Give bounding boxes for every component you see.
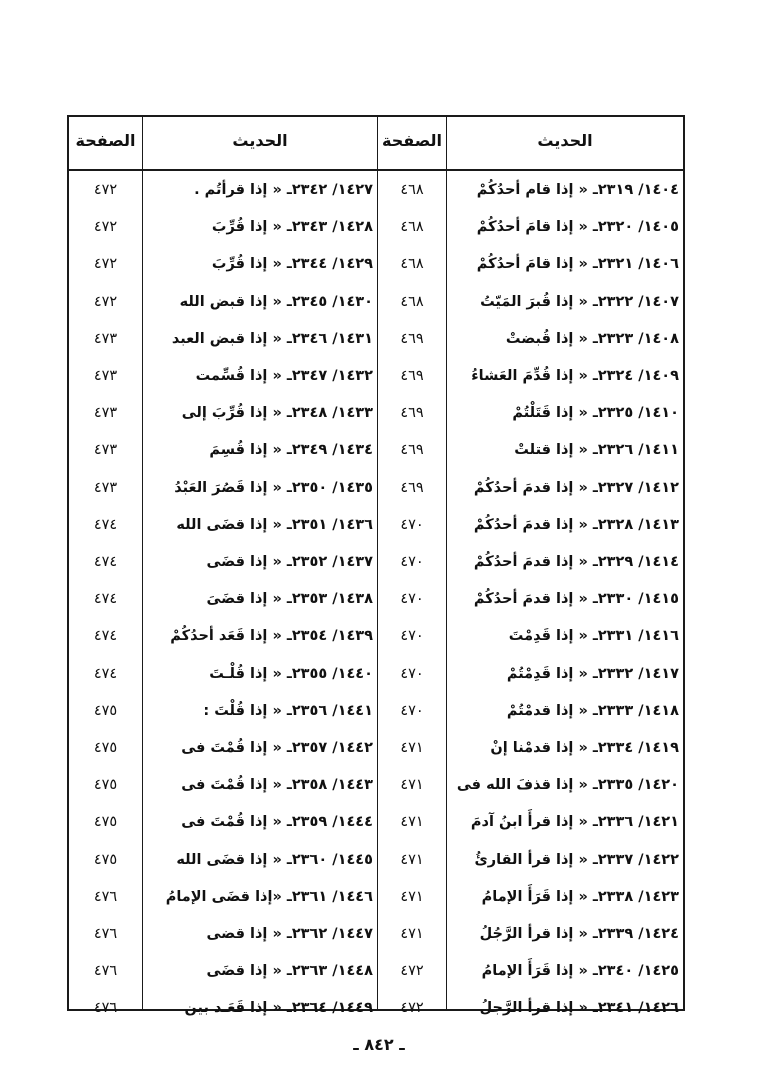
left-hadith-cell: ١٤٣٥/ ٢٣٥٠ـ « إذا قَصُرَ العَبْدُ xyxy=(174,479,373,496)
right-page-cell: ٤٧١ xyxy=(400,777,424,794)
table-row xyxy=(69,172,683,209)
right-hadith-cell: ١٤٠٥/ ٢٣٢٠ـ « إذا قامَ أحدُكُمْ xyxy=(476,219,679,236)
header-left-hadith: الحديث xyxy=(232,131,288,150)
left-hadith-cell: ١٤٤٦/ ٢٣٦١ـ «إذا قضَى الإمامُ xyxy=(165,888,373,905)
right-page-cell: ٤٧٢ xyxy=(400,1000,424,1017)
right-page-cell: ٤٧٢ xyxy=(400,963,424,980)
left-page-cell: ٤٧٦ xyxy=(93,888,118,905)
table-row xyxy=(69,879,683,916)
right-hadith-cell: ١٤٢٥/ ٢٣٤٠ـ « إذا قَرَأَ الإمامُ xyxy=(481,963,679,980)
left-hadith-cell: ١٤٣٠/ ٢٣٤٥ـ « إذا قبض الله xyxy=(179,293,373,310)
table-row xyxy=(69,470,683,507)
left-page-cell: ٤٧٥ xyxy=(93,851,118,868)
left-page-cell: ٤٧٥ xyxy=(93,814,118,831)
left-hadith-cell: ١٤٤٨/ ٢٣٦٣ـ « إذا قضَى xyxy=(206,963,373,980)
right-hadith-cell: ١٤٢٣/ ٢٣٣٨ـ « إذا قَرَأَ الإمامُ xyxy=(481,888,679,905)
table-row xyxy=(69,581,683,618)
header-right-page: الصفحة xyxy=(381,131,442,150)
left-page-cell: ٤٧٤ xyxy=(93,591,118,608)
table-row xyxy=(69,507,683,544)
right-page-cell: ٤٧١ xyxy=(400,888,424,905)
right-page-cell: ٤٧٠ xyxy=(400,665,424,682)
left-page-cell: ٤٧٤ xyxy=(93,516,118,533)
hadith-index-table xyxy=(67,115,685,1017)
table-row xyxy=(69,544,683,581)
left-hadith-cell: ١٤٤٧/ ٢٣٦٢ـ « إذا قضى xyxy=(206,926,373,942)
left-page-cell: ٤٧٥ xyxy=(93,777,118,794)
right-page-cell: ٤٧١ xyxy=(400,851,424,868)
left-page-cell: ٤٧٢ xyxy=(93,182,118,198)
left-page-cell: ٤٧٥ xyxy=(93,740,118,756)
right-hadith-cell: ١٤٢٠/ ٢٣٣٥ـ « إذا قذفَ الله فى xyxy=(456,777,679,794)
table-row xyxy=(69,804,683,841)
right-hadith-cell: ١٤١٦/ ٢٣٣١ـ « إذا قَدِمْتَ xyxy=(508,628,679,645)
right-hadith-cell: ١٤١٢/ ٢٣٢٧ـ « إذا قدمَ أحدُكُمْ xyxy=(473,479,679,496)
right-page-cell: ٤٦٩ xyxy=(400,442,424,459)
left-hadith-cell: ١٤٤٤/ ٢٣٥٩ـ « إذا قُمْتَ فى xyxy=(181,814,373,831)
right-page-cell: ٤٦٨ xyxy=(400,219,424,236)
right-hadith-cell: ١٤٠٦/ ٢٣٢١ـ « إذا قامَ أحدُكُمْ xyxy=(476,256,679,273)
left-hadith-cell: ١٤٣٩/ ٢٣٥٤ـ « إذا قَعَد أحدُكُمْ xyxy=(170,628,373,645)
table-row xyxy=(69,321,683,358)
table-row xyxy=(69,916,683,953)
table-row xyxy=(69,246,683,283)
table-row xyxy=(69,618,683,655)
left-hadith-cell: ١٤٣٣/ ٢٣٤٨ـ « إذا قُرِّبَ إلى xyxy=(181,405,373,422)
header-left-page: الصفحة xyxy=(75,131,136,150)
table-row xyxy=(69,953,683,990)
right-page-cell: ٤٦٩ xyxy=(400,479,424,496)
table-row xyxy=(69,395,683,432)
left-page-cell: ٤٧٦ xyxy=(93,1000,118,1017)
left-page-cell: ٤٧٣ xyxy=(93,442,118,459)
right-page-cell: ٤٦٨ xyxy=(400,293,424,310)
left-page-cell: ٤٧٢ xyxy=(93,219,118,236)
right-hadith-cell: ١٤١٠/ ٢٣٢٥ـ « إذا قَتَلْتُمْ xyxy=(512,405,679,422)
left-hadith-cell: ١٤٢٨/ ٢٣٤٣ـ « إذا قُرِّبَ xyxy=(211,219,373,236)
right-hadith-cell: ١٤٠٧/ ٢٣٢٢ـ « إذا قُبرَ المَيّتُ xyxy=(480,293,679,310)
right-hadith-cell: ١٤١٧/ ٢٣٣٢ـ « إذا قَدِمْتُمْ xyxy=(506,665,679,682)
left-page-cell: ٤٧٤ xyxy=(93,628,118,645)
table-row xyxy=(69,693,683,730)
table-row xyxy=(69,358,683,395)
right-hadith-cell: ١٤١١/ ٢٣٢٦ـ « إذا قتلتْ xyxy=(514,442,679,459)
page-number: ـ ٨٤٢ ـ xyxy=(353,1035,405,1054)
table-row xyxy=(69,842,683,879)
right-hadith-cell: ١٤٢٢/ ٢٣٣٧ـ « إذا قرأ القارئُ xyxy=(474,851,679,868)
left-hadith-cell: ١٤٣٨/ ٢٣٥٣ـ « إذا قضَىَ xyxy=(206,591,373,608)
right-hadith-cell: ١٤٠٩/ ٢٣٢٤ـ « إذا قُدِّمَ العَشاءُ xyxy=(471,368,679,384)
right-page-cell: ٤٦٨ xyxy=(400,182,424,198)
right-page-cell: ٤٦٨ xyxy=(400,256,424,273)
left-hadith-cell: ١٤٣١/ ٢٣٤٦ـ « إذا قبض العبد xyxy=(171,330,373,347)
left-page-cell: ٤٧٢ xyxy=(93,256,118,273)
left-hadith-cell: ١٤٤٩/ ٢٣٦٤ـ « إذا قَعَـد بين xyxy=(184,1000,373,1017)
right-hadith-cell: ١٤١٤/ ٢٣٢٩ـ « إذا قدمَ أحدُكُمْ xyxy=(473,554,679,570)
left-page-cell: ٤٧٦ xyxy=(93,926,118,942)
right-hadith-cell: ١٤٢٦/ ٢٣٤١ـ « إذا قرأ الرَّجلُ xyxy=(479,1000,679,1017)
right-hadith-cell: ١٤١٩/ ٢٣٣٤ـ « إذا قدمْنا إنْ xyxy=(490,740,679,756)
right-hadith-cell: ١٤٠٤/ ٢٣١٩ـ « إذا قام أحدُكُمْ xyxy=(476,182,679,198)
left-page-cell: ٤٧٣ xyxy=(93,368,118,384)
left-page-cell: ٤٧٥ xyxy=(93,702,118,719)
left-hadith-cell: ١٤٣٤/ ٢٣٤٩ـ « إذا قُسِمَ xyxy=(209,442,373,459)
left-page-cell: ٤٧٤ xyxy=(93,665,118,682)
right-page-cell: ٤٧٠ xyxy=(400,591,424,608)
right-page-cell: ٤٧١ xyxy=(400,740,424,756)
table-row xyxy=(69,990,683,1027)
right-page-cell: ٤٧١ xyxy=(400,814,424,831)
left-page-cell: ٤٧٣ xyxy=(93,330,118,347)
left-hadith-cell: ١٤٣٦/ ٢٣٥١ـ « إذا قضَى الله xyxy=(176,516,373,533)
table-row xyxy=(69,767,683,804)
right-page-cell: ٤٧٠ xyxy=(400,554,424,570)
header-right-hadith: الحديث xyxy=(537,131,593,150)
left-hadith-cell: ١٤٤٠/ ٢٣٥٥ـ « إذا قُلْـتَ xyxy=(209,665,373,682)
right-hadith-cell: ١٤١٣/ ٢٣٢٨ـ « إذا قدمَ أحدُكُمْ xyxy=(473,516,679,533)
left-page-cell: ٤٧٤ xyxy=(93,554,118,570)
right-page-cell: ٤٧١ xyxy=(400,926,424,942)
right-hadith-cell: ١٤٠٨/ ٢٣٢٣ـ « إذا قُبضتْ xyxy=(505,330,679,347)
right-page-cell: ٤٧٠ xyxy=(400,628,424,645)
right-page-cell: ٤٧٠ xyxy=(400,516,424,533)
right-page-cell: ٤٦٩ xyxy=(400,330,424,347)
left-page-cell: ٤٧٦ xyxy=(93,963,118,980)
left-page-cell: ٤٧٣ xyxy=(93,479,118,496)
right-hadith-cell: ١٤٢٤/ ٢٣٣٩ـ « إذا قرأ الرَّجُلُ xyxy=(479,926,679,942)
right-page-cell: ٤٦٩ xyxy=(400,405,424,422)
left-hadith-cell: ١٤٣٢/ ٢٣٤٧ـ « إذا قُسِّمت xyxy=(195,368,373,384)
left-hadith-cell: ١٤٢٧/ ٢٣٤٢ـ « إذا قرأتُم . xyxy=(194,182,373,198)
right-page-cell: ٤٧٠ xyxy=(400,702,424,719)
right-hadith-cell: ١٤٢١/ ٢٣٣٦ـ « إذا قرأَ ابنُ آدمَ xyxy=(470,814,679,831)
left-hadith-cell: ١٤٤٢/ ٢٣٥٧ـ « إذا قُمْتَ فى xyxy=(181,740,373,756)
left-hadith-cell: ١٤٢٩/ ٢٣٤٤ـ « إذا قُرِّبَ xyxy=(211,256,373,273)
table-row xyxy=(69,284,683,321)
table-row xyxy=(69,209,683,246)
left-hadith-cell: ١٤٤٣/ ٢٣٥٨ـ « إذا قُمْتَ فى xyxy=(181,777,373,794)
left-hadith-cell: ١٤٤١/ ٢٣٥٦ـ « إذا قُلْتَ : xyxy=(203,702,373,719)
left-page-cell: ٤٧٢ xyxy=(93,293,118,310)
left-page-cell: ٤٧٣ xyxy=(93,405,118,422)
table-row xyxy=(69,432,683,469)
right-page-cell: ٤٦٩ xyxy=(400,368,424,384)
table-row xyxy=(69,730,683,767)
table-row xyxy=(69,656,683,693)
left-hadith-cell: ١٤٤٥/ ٢٣٦٠ـ « إذا قضَى الله xyxy=(176,851,373,868)
header-divider xyxy=(69,169,683,171)
right-hadith-cell: ١٤١٨/ ٢٣٣٣ـ « إذا قدمْتُمْ xyxy=(506,702,679,719)
right-hadith-cell: ١٤١٥/ ٢٣٣٠ـ « إذا قدمَ أحدُكُمْ xyxy=(473,591,679,608)
left-hadith-cell: ١٤٣٧/ ٢٣٥٢ـ « إذا قضَى xyxy=(206,554,373,570)
